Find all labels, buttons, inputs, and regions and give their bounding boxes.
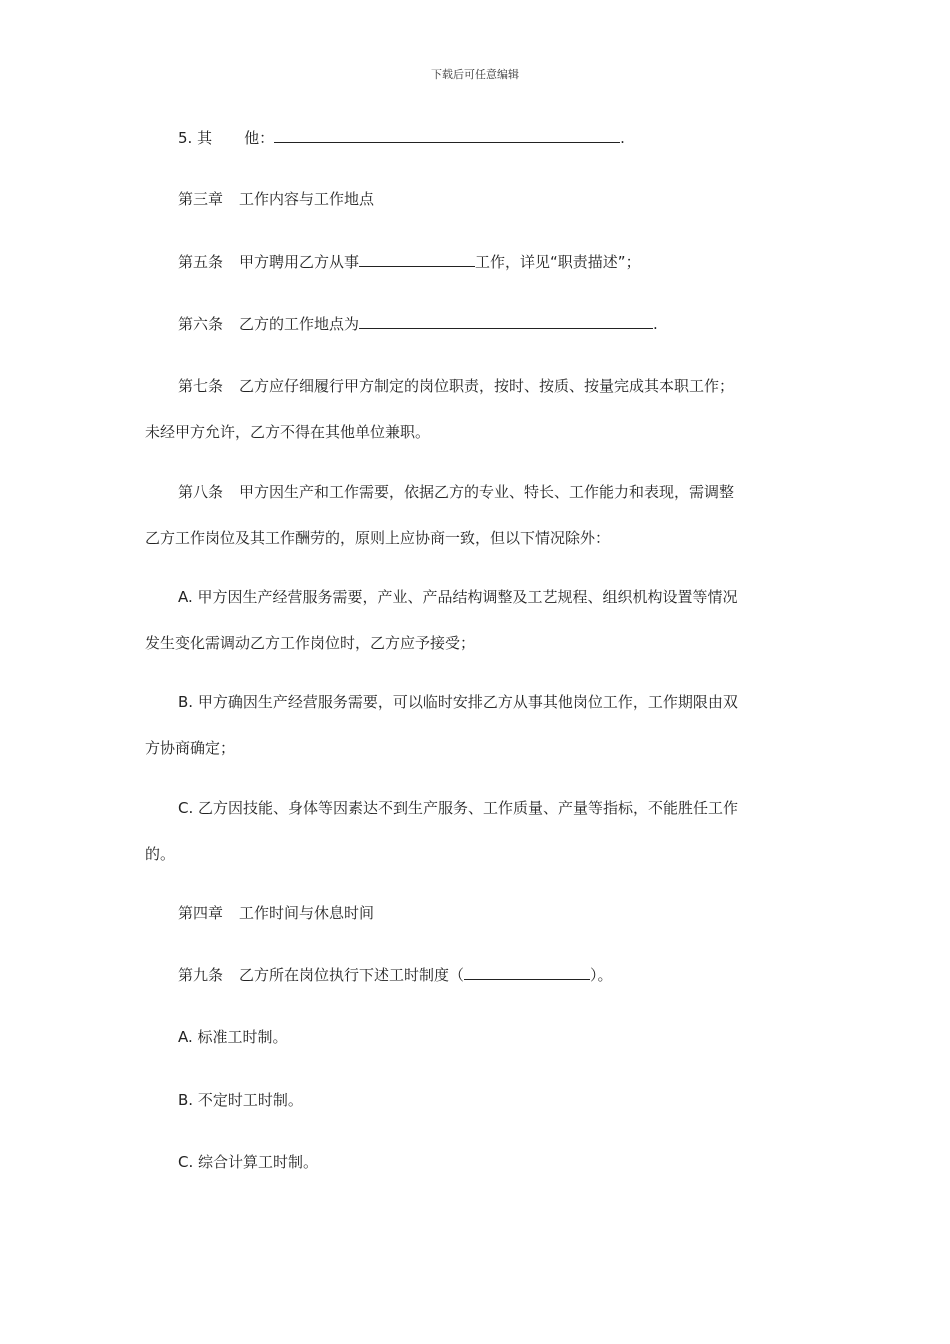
article-7-text-1: 乙方应仔细履行甲方制定的岗位职责，按时、按质、按量完成其本职工作； xyxy=(239,377,735,395)
article-6-location-blank[interactable] xyxy=(359,313,653,329)
article-8-item-c-line-2: 的。 xyxy=(145,845,176,863)
option-b: B. 不定时工时制。 xyxy=(178,1091,303,1109)
article-8-line-1 xyxy=(178,482,734,502)
article-8-item-a-line-2: 发生变化需调动乙方工作岗位时，乙方应予接受； xyxy=(145,634,476,652)
page-header: 下载后可任意编辑 xyxy=(431,68,519,81)
article-7-line-1 xyxy=(178,376,734,396)
chapter-3-heading xyxy=(178,189,374,209)
chapter-3-title: 工作内容与工作地点 xyxy=(239,190,375,208)
article-8-text-1: 甲方因生产和工作需要，依据乙方的专业、特长、工作能力和表现，需调整 xyxy=(239,483,735,501)
article-8-item-b-line-2: 方协商确定； xyxy=(145,739,236,757)
article-5-number: 第五条 xyxy=(178,253,224,271)
article-9-blank[interactable] xyxy=(464,964,590,980)
article-6-number: 第六条 xyxy=(178,315,224,333)
article-7-number: 第七条 xyxy=(178,377,224,395)
article-5-job-blank[interactable] xyxy=(359,251,475,267)
option-c: C. 综合计算工时制。 xyxy=(178,1153,319,1171)
article-6 xyxy=(178,313,658,334)
article-9-post: ）。 xyxy=(590,966,613,984)
article-5-pre: 甲方聘用乙方从事 xyxy=(239,253,360,271)
option-a: A. 标准工时制。 xyxy=(178,1028,288,1046)
chapter-3-number: 第三章 xyxy=(178,190,224,208)
article-6-pre: 乙方的工作地点为 xyxy=(239,315,360,333)
article-5 xyxy=(178,251,641,272)
item-5-end: . xyxy=(620,129,625,147)
item-5 xyxy=(178,127,625,148)
article-7-line-2: 未经甲方允许，乙方不得在其他单位兼职。 xyxy=(145,423,431,441)
chapter-4-number: 第四章 xyxy=(178,904,224,922)
item-5-blank[interactable] xyxy=(274,127,620,143)
article-8-item-b-line-1: B. 甲方确因生产经营服务需要，可以临时安排乙方从事其他岗位工作，工作期限由双 xyxy=(178,693,738,711)
chapter-4-title: 工作时间与休息时间 xyxy=(239,904,375,922)
article-9-number: 第九条 xyxy=(178,966,224,984)
article-8-number: 第八条 xyxy=(178,483,224,501)
article-9 xyxy=(178,964,613,985)
article-8-item-a-line-1: A. 甲方因生产经营服务需要，产业、产品结构调整及工艺规程、组织机构设置等情况 xyxy=(178,588,738,606)
item-5-label2: 他： xyxy=(244,129,275,147)
article-9-pre: 乙方所在岗位执行下述工时制度（ xyxy=(239,966,465,984)
article-8-line-2: 乙方工作岗位及其工作酬劳的，原则上应协商一致，但以下情况除外： xyxy=(145,529,611,547)
chapter-4-heading xyxy=(178,903,374,923)
item-5-label: 5. 其 xyxy=(178,129,213,147)
article-6-end: . xyxy=(653,315,658,333)
article-8-item-c-line-1: C. 乙方因技能、身体等因素达不到生产服务、工作质量、产量等指标，不能胜任工作 xyxy=(178,799,739,817)
article-5-post: 工作，详见“职责描述”； xyxy=(475,253,641,271)
